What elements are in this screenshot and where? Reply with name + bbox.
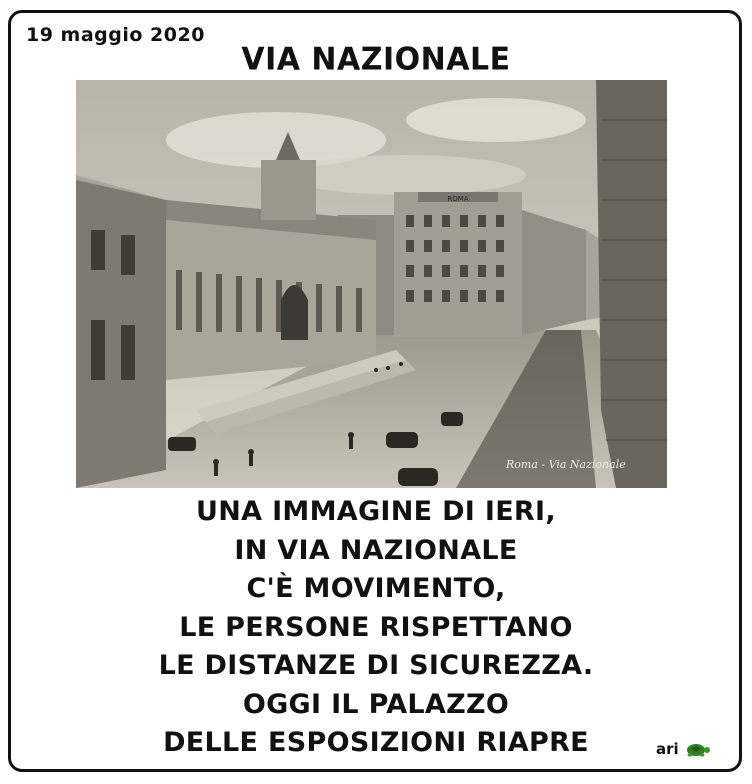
poem-line: DELLE ESPOSIZIONI RIAPRE	[163, 727, 589, 758]
post-date: 19 maggio 2020	[26, 24, 205, 46]
photo-sign-text: ROMA	[447, 195, 469, 203]
turtle-icon	[683, 741, 711, 757]
signature	[656, 740, 711, 758]
poem-line: LE PERSONE RISPETTANO	[179, 611, 573, 643]
page-title: VIA NAZIONALE	[241, 41, 511, 78]
poem-line: OGGI IL PALAZZO	[242, 688, 510, 720]
poem-line: LE DISTANZE DI SICUREZZA.	[158, 650, 594, 681]
signature-text: ari	[656, 740, 679, 758]
poem-line: C'È MOVIMENTO,	[246, 573, 506, 604]
vintage-photo	[76, 80, 667, 488]
poem-line: UNA IMMAGINE DI IERI,	[196, 496, 556, 527]
poem	[0, 493, 752, 763]
poem-line: IN VIA NAZIONALE	[234, 534, 518, 566]
photo-caption: Roma - Via Nazionale	[506, 458, 626, 471]
